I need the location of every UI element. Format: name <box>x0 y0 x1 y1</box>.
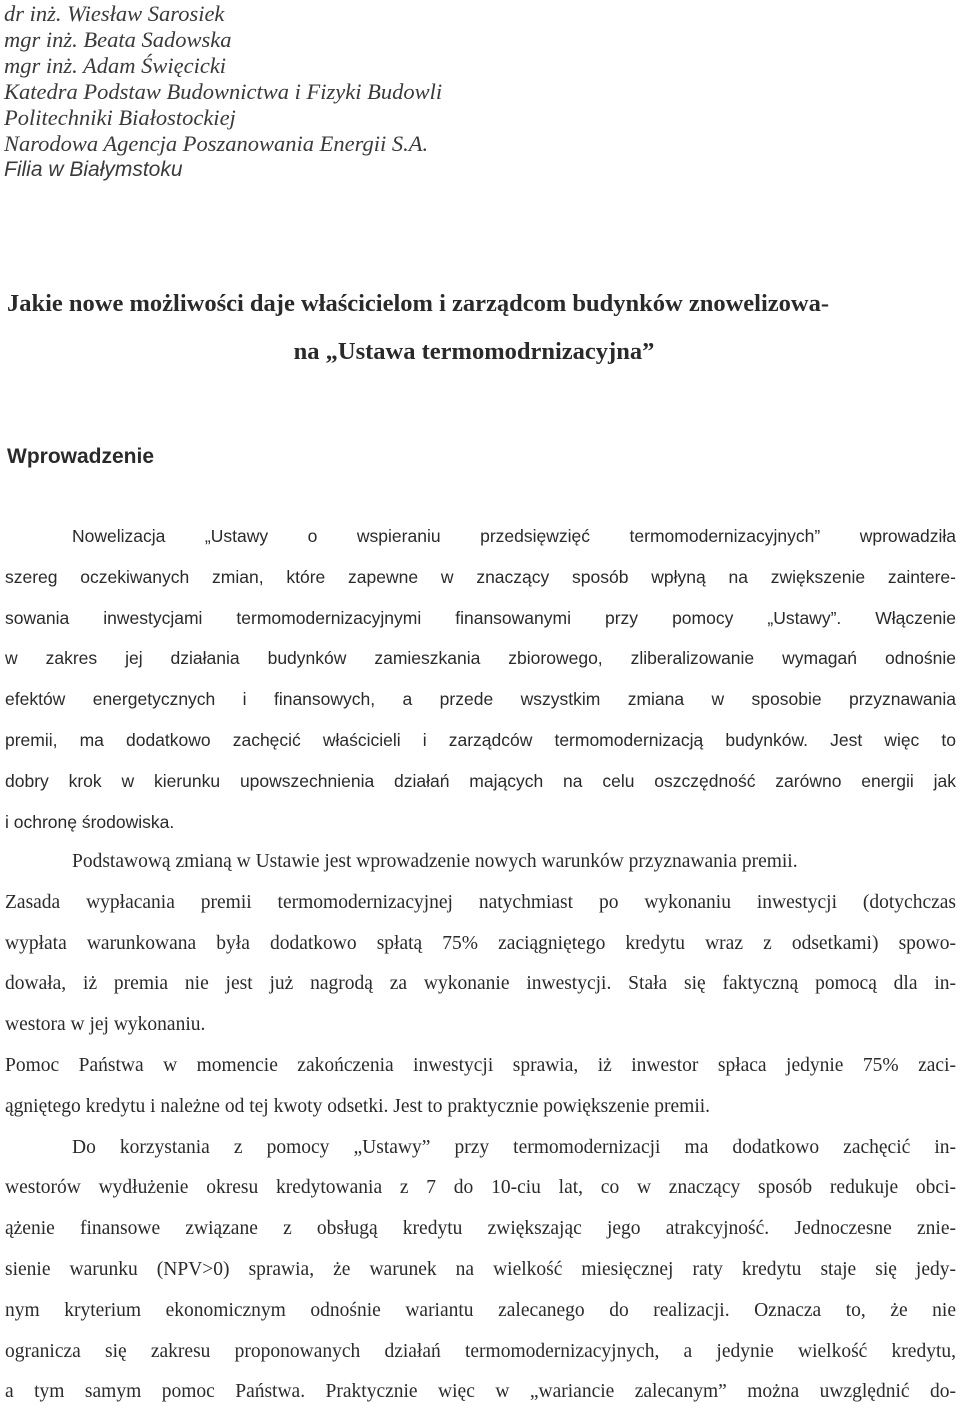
body-line: westora w jej wykonaniu. <box>5 1014 206 1036</box>
body-line: Do korzystania z pomocy „Ustawy” przy termomodernizacji ma dodatkowo zachęcić in- <box>72 1136 956 1158</box>
section-heading: Wprowadzenie <box>7 445 155 468</box>
body-text-sans <box>5 516 956 842</box>
body-line: ągniętego kredytu i należne od tej kwoty odsetki. Jest to praktycznie powiększenie premii. <box>5 1095 711 1117</box>
body-line: szereg oczekiwanych zmian, które zapewne w znaczący sposób wpłyną na zwiększenie zaintere- <box>5 566 956 587</box>
body-line: sienie warunku (NPV>0) sprawia, że warunek na wielkość miesięcznej raty kredytu staje się jedy- <box>5 1258 956 1280</box>
body-line: a tym samym pomoc Państwa. Praktycznie więc w „wariancie zalecanym” można uwzględnić do- <box>5 1381 956 1403</box>
title-line: na „Ustawa termomodrnizacyjna” <box>293 338 655 365</box>
body-line: ążenie finansowe związane z obsługą kredytu zwiększając jego atrakcyjność. Jednoczesne znie- <box>5 1218 956 1240</box>
affiliation-line: Katedra Podstaw Budownictwa i Fizyki Budowli <box>4 79 443 104</box>
author-block <box>4 1 442 183</box>
body-line: dowała, iż premia nie jest już nagrodą za wykonanie inwestycji. Stała się faktyczną pomocą dla in- <box>5 973 956 995</box>
author-line: dr inż. Wiesław Sarosiek <box>4 1 225 26</box>
body-line: ogranicza się zakresu proponowanych działań termomodernizacyjnych, a jedynie wielkość kredytu, <box>5 1340 956 1362</box>
body-line: efektów energetycznych i finansowych, a przede wszystkim zmiana w sposobie przyznawania <box>5 689 956 710</box>
title-line: Jakie nowe możliwości daje właścicielom i zarządcom budynków znowelizowa- <box>7 290 830 317</box>
affiliation-line: Filia w Białymstoku <box>4 158 183 181</box>
body-line: Pomoc Państwa w momencie zakończenia inwestycji sprawia, iż inwestor spłaca jedynie 75% zaci- <box>5 1054 956 1076</box>
author-line: mgr inż. Adam Święcicki <box>4 53 227 78</box>
author-line: mgr inż. Beata Sadowska <box>4 27 232 52</box>
body-line: Podstawową zmianą w Ustawie jest wprowadzenie nowych warunków przyznawania premii. <box>72 851 798 872</box>
body-text <box>5 842 956 1413</box>
affiliation-line: Narodowa Agencja Poszanowania Energii S.A. <box>4 131 429 156</box>
body-line: i ochronę środowiska. <box>5 811 175 832</box>
body-line: dobry krok w kierunku upowszechnienia działań mających na celu oszczędność zarówno energii jak <box>5 770 956 791</box>
body-line: nym kryterium ekonomicznym odnośnie wariantu zalecanego do realizacji. Oznacza to, że nie <box>5 1299 956 1321</box>
body-line: Zasada wypłacania premii termomodernizacyjnej natychmiast po wykonaniu inwestycji (dotychczas <box>5 891 956 913</box>
affiliation-line: Politechniki Białostockiej <box>4 105 236 130</box>
body-line: westorów wydłużenie okresu kredytowania z 7 do 10-ciu lat, co w znaczący sposób redukuje obci- <box>5 1177 956 1199</box>
body-line: Nowelizacja „Ustawy o wspieraniu przedsięwzięć termomodernizacyjnych” wprowadziła <box>72 526 956 546</box>
body-line: sowania inwestycjami termomodernizacyjnymi finansowanymi przy pomocy „Ustawy”. Włączenie <box>5 607 956 628</box>
document-title <box>7 280 955 376</box>
body-line: wypłata warunkowana była dodatkowo spłatą 75% zaciągniętego kredytu wraz z odsetkami) spowo- <box>5 932 956 954</box>
body-line: w zakres jej działania budynków zamieszkania zbiorowego, zliberalizowanie wymagań odnośnie <box>5 648 956 669</box>
body-line: premii, ma dodatkowo zachęcić właścicieli i zarządców termomodernizacją budynków. Jest więc to <box>5 729 956 750</box>
